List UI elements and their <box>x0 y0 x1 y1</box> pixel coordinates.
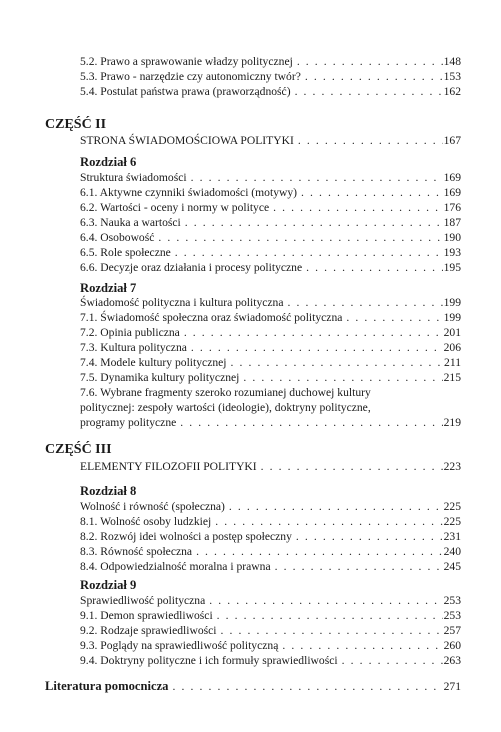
toc-entry <box>80 515 461 529</box>
toc-entry-label: ELEMENTY FILOZOFII POLITYKI <box>80 460 257 473</box>
toc-entry-page: 187 <box>443 216 461 229</box>
toc-entry <box>80 654 461 668</box>
toc-entry <box>80 326 461 340</box>
toc-entry-page: 206 <box>443 341 461 354</box>
toc-entry-label: 9.3. Poglądy na sprawiedliwość polityczną <box>80 639 279 652</box>
dot-leader <box>191 171 443 185</box>
toc-entry-label: 7.1. Świadomość społeczna oraz świadomość polityczna <box>80 311 343 324</box>
toc-entry <box>80 624 461 638</box>
toc-entry-label: 8.2. Rozwój idei wolności a postęp społeczny <box>80 530 292 543</box>
toc-entry-label: 7.4. Modele kultury politycznej <box>80 356 227 369</box>
toc-entry-page: 169 <box>443 186 461 199</box>
toc-entry-page: 253 <box>443 609 461 622</box>
dot-leader <box>288 296 443 310</box>
toc-entry-page: 260 <box>443 639 461 652</box>
part-subtitle <box>80 460 461 474</box>
toc-entry-page: 162 <box>443 85 461 98</box>
toc-entry-page: 257 <box>443 624 461 637</box>
dot-leader <box>217 609 443 623</box>
dot-leader <box>231 356 444 370</box>
toc-entry-page: 153 <box>443 70 461 83</box>
toc-entry <box>80 545 461 559</box>
toc-entry-label: 6.5. Role społeczne <box>80 246 171 259</box>
toc-entry-label: 9.4. Doktryny polityczne i ich formuły sprawiedliwości <box>80 654 338 667</box>
dot-leader <box>229 500 443 514</box>
toc-entry-label: 7.3. Kultura polityczna <box>80 341 187 354</box>
dot-leader <box>273 201 442 215</box>
toc-entry <box>80 246 461 260</box>
dot-leader <box>184 326 443 340</box>
toc-entry-page: 211 <box>444 356 461 369</box>
part-subtitle <box>80 134 461 148</box>
chapter-title: Rozdział 7 <box>80 281 137 295</box>
toc-entry <box>80 261 461 275</box>
dot-leader <box>275 560 443 574</box>
toc-entry-label: 9.2. Rodzaje sprawiedliwości <box>80 624 217 637</box>
toc-entry-page: 263 <box>443 654 461 667</box>
toc-entry-page: 231 <box>443 530 461 543</box>
toc-entry-page: 225 <box>443 515 461 528</box>
toc-entry <box>80 609 461 623</box>
dot-leader <box>342 654 443 668</box>
chapter-title: Rozdział 8 <box>80 484 137 498</box>
toc-entry-label: programy polityczne <box>80 416 177 429</box>
toc-entry-page: 199 <box>443 296 461 309</box>
toc-entry-label: STRONA ŚWIADOMOŚCIOWA POLITYKI <box>80 134 294 147</box>
toc-entry-label-line: politycznej: zespoły wartości (ideologie), doktryny polityczne, <box>80 401 371 414</box>
toc-entry <box>80 55 461 69</box>
toc-entry-label: 9.1. Demon sprawiedliwości <box>80 609 213 622</box>
toc-entry-page: 148 <box>443 55 461 68</box>
toc-entry-label: 5.4. Postulat państwa prawa (praworządność) <box>80 85 291 98</box>
dot-leader <box>221 624 443 638</box>
toc-entry <box>80 594 461 608</box>
toc-entry-label: 8.4. Odpowiedzialność moralna i prawna <box>80 560 271 573</box>
dot-leader <box>261 460 443 474</box>
toc-entry-page: 271 <box>443 680 461 693</box>
dot-leader <box>305 70 443 84</box>
toc-entry <box>80 85 461 99</box>
part-title: CZĘŚĆ III <box>45 442 112 457</box>
dot-leader <box>298 134 443 148</box>
toc-entry-label: Literatura pomocnicza <box>45 679 169 693</box>
toc-entry-label: 6.2. Wartości - oceny i normy w polityce <box>80 201 270 214</box>
dot-leader <box>282 639 442 653</box>
toc-entry-page: 167 <box>443 134 461 147</box>
dot-leader <box>175 246 443 260</box>
toc-entry-label: 7.2. Opinia publiczna <box>80 326 180 339</box>
toc-entry-page: 245 <box>443 560 461 573</box>
toc-entry-label: 6.4. Osobowość <box>80 231 155 244</box>
toc-entry <box>80 231 461 245</box>
toc-entry-page: 195 <box>443 261 461 274</box>
dot-leader <box>180 416 442 430</box>
toc-entry-label: 6.6. Decyzje oraz działania i procesy polityczne <box>80 261 303 274</box>
toc-entry-label: 5.2. Prawo a sprawowanie władzy politycznej <box>80 55 293 68</box>
toc-entry <box>80 171 461 185</box>
toc-entry-label: Świadomość polityczna i kultura polityczna <box>80 296 284 309</box>
toc-entry <box>80 201 461 215</box>
toc-entry <box>80 560 461 574</box>
dot-leader <box>209 594 442 608</box>
part-title: CZĘŚĆ II <box>45 117 107 132</box>
toc-entry-page: 190 <box>443 231 461 244</box>
toc-entry <box>80 356 461 370</box>
toc-entry-page: 201 <box>443 326 461 339</box>
toc-entry <box>80 500 461 514</box>
toc-entry <box>80 186 461 200</box>
toc-entry <box>80 296 461 310</box>
dot-leader <box>346 311 442 325</box>
toc-entry-label: Sprawiedliwość polityczna <box>80 594 206 607</box>
toc-entry-page: 240 <box>443 545 461 558</box>
dot-leader <box>297 55 443 69</box>
toc-entry-label: 5.3. Prawo - narzędzie czy autonomiczny twór? <box>80 70 301 83</box>
dot-leader <box>185 216 443 230</box>
toc-entry-label: 6.1. Aktywne czynniki świadomości (motywy) <box>80 186 298 199</box>
dot-leader <box>295 85 443 99</box>
toc-entry <box>80 341 461 355</box>
chapter-title: Rozdział 9 <box>80 578 137 592</box>
toc-entry-page: 223 <box>443 460 461 473</box>
toc-entry-page: 169 <box>443 171 461 184</box>
dot-leader <box>172 680 442 694</box>
toc-entry-page: 176 <box>443 201 461 214</box>
toc-entry-label-line: 7.6. Wybrane fragmenty szeroko rozumianej duchowej kultury <box>80 386 371 399</box>
toc-entry <box>80 639 461 653</box>
toc-entry-label: 7.5. Dynamika kultury politycznej <box>80 371 240 384</box>
toc-entry-page: 253 <box>443 594 461 607</box>
toc-entry <box>80 371 461 385</box>
toc-entry-page: 193 <box>443 246 461 259</box>
dot-leader <box>215 515 442 529</box>
dot-leader <box>158 231 442 245</box>
toc-entry <box>80 311 461 325</box>
toc-entry-page: 225 <box>443 500 461 513</box>
dot-leader <box>306 261 442 275</box>
toc-entry-page: 215 <box>443 371 461 384</box>
dot-leader <box>196 545 443 559</box>
chapter-title: Rozdział 6 <box>80 155 137 169</box>
toc-entry-label: 8.1. Wolność osoby ludzkiej <box>80 515 212 528</box>
toc-entry <box>80 70 461 84</box>
toc-entry <box>80 530 461 544</box>
toc-entry-label: Wolność i równość (społeczna) <box>80 500 225 513</box>
toc-entry-label: Struktura świadomości <box>80 171 187 184</box>
toc-entry-page: 219 <box>443 416 461 429</box>
toc-entry <box>80 416 461 430</box>
dot-leader <box>191 341 443 355</box>
toc-entry <box>80 216 461 230</box>
dot-leader <box>243 371 442 385</box>
toc-entry-label: 8.3. Równość społeczna <box>80 545 193 558</box>
literature-entry <box>45 679 461 694</box>
toc-entry-label: 6.3. Nauka a wartości <box>80 216 181 229</box>
dot-leader <box>296 530 443 544</box>
toc-entry-page: 199 <box>443 311 461 324</box>
dot-leader <box>301 186 443 200</box>
